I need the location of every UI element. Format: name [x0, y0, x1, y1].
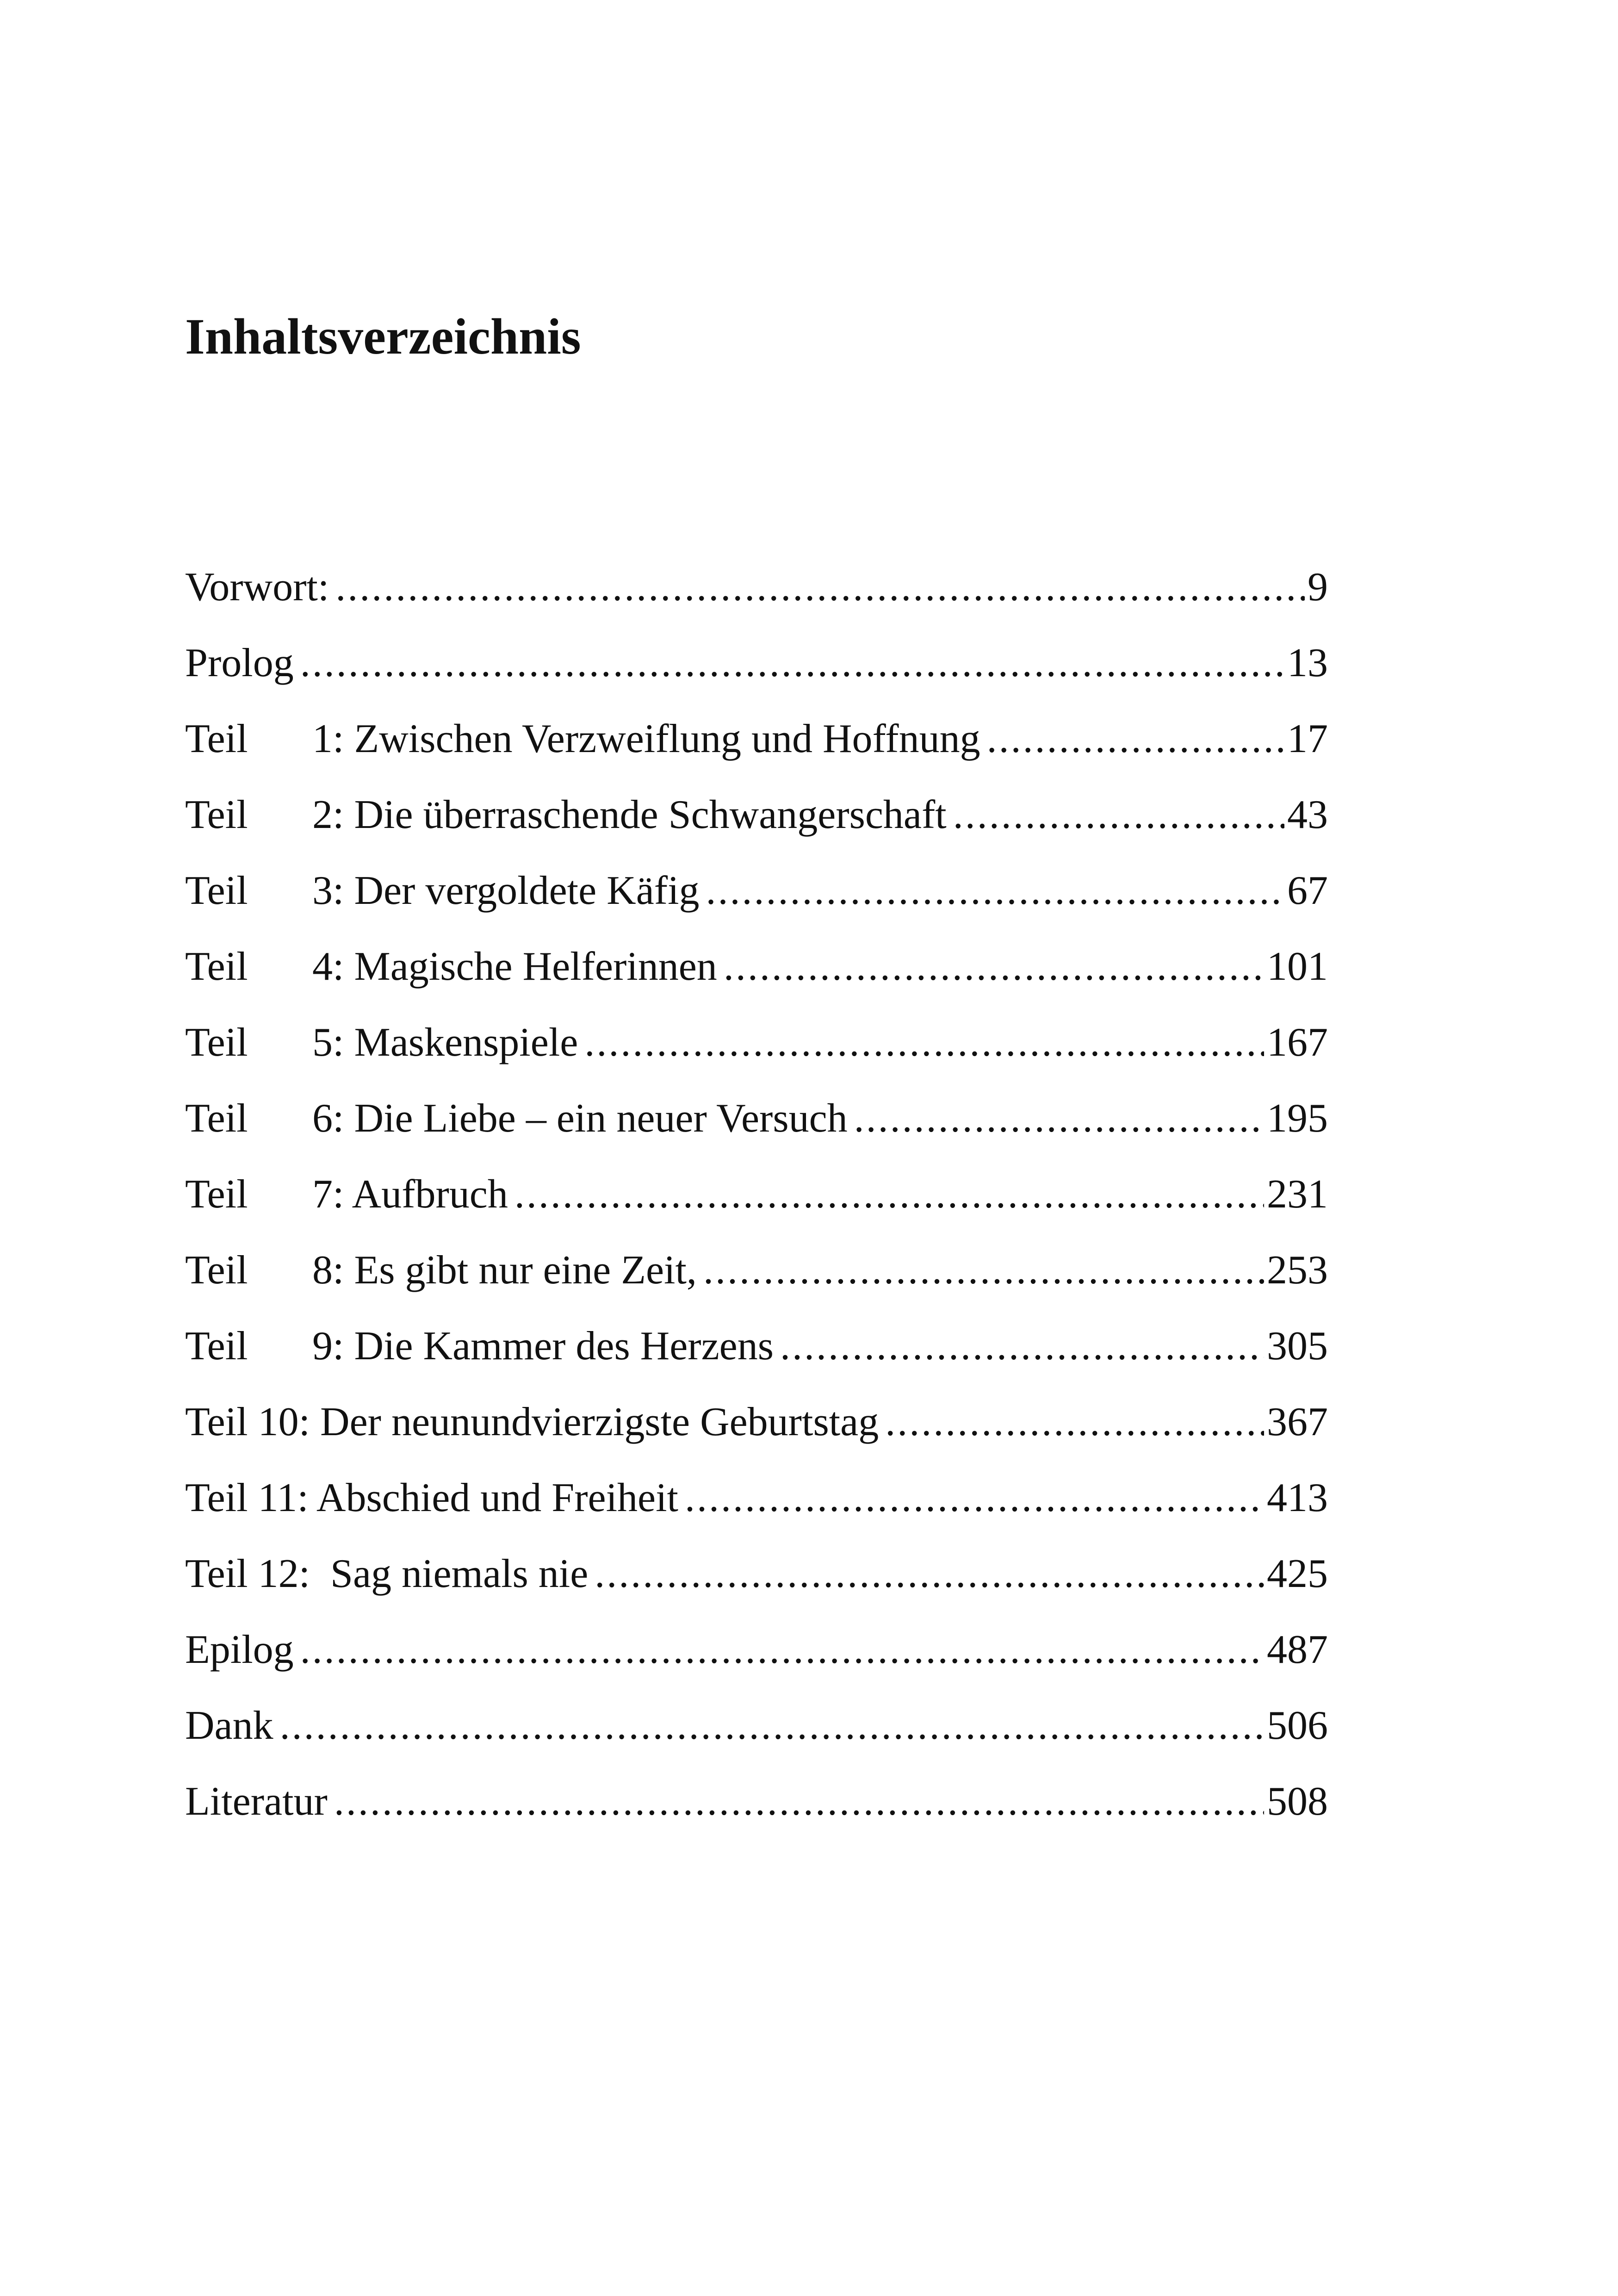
toc-dot-leader [584, 1022, 1264, 1063]
toc-entry-label: 12: Sag niemals nie [258, 1551, 589, 1596]
toc-entry-label: 10: Der neunundvierzigste Geburtstag [258, 1400, 879, 1444]
toc-entry-teil-6 [185, 1098, 1328, 1174]
toc-entry-label: Literatur [185, 1779, 328, 1824]
toc-entry-page: 231 [1267, 1172, 1328, 1217]
toc-entry-page: 195 [1267, 1096, 1328, 1141]
toc-entry-label: 5: Maskenspiele [312, 1020, 578, 1065]
toc-entry-label: 6: Die Liebe – ein neuer Versuch [312, 1096, 848, 1141]
toc-entry-page: 67 [1287, 868, 1328, 913]
toc-entry-page: 167 [1267, 1020, 1328, 1065]
toc-entry-literatur [185, 1781, 1328, 1857]
toc-entry-teil-10 [185, 1402, 1328, 1478]
toc-entry-label: 3: Der vergoldete Käfig [312, 868, 700, 913]
toc-dot-leader [885, 1402, 1264, 1443]
toc-entry-label: 7: Aufbruch [312, 1172, 508, 1217]
toc-entry-teil-4 [185, 946, 1328, 1022]
toc-dot-leader [724, 946, 1264, 987]
toc-entry-dank [185, 1705, 1328, 1781]
toc-entry-page: 43 [1287, 792, 1328, 837]
toc-entry-teil-12 [185, 1551, 1328, 1630]
toc-entry-label: 2: Die überraschende Schwangerschaft [312, 792, 947, 837]
toc-entry-teil-9 [185, 1326, 1328, 1402]
toc-entry-teil-2 [185, 792, 1328, 871]
toc-entry-page: 367 [1267, 1400, 1328, 1444]
toc-entry-page: 101 [1267, 944, 1328, 989]
toc-entry-prefix: Teil [185, 1020, 248, 1065]
toc-entry-teil-3 [185, 868, 1328, 946]
toc-entry-page: 508 [1267, 1779, 1328, 1824]
toc-entry-prefix: Teil [185, 1475, 248, 1520]
toc-entry-label: Vorwort: [185, 565, 329, 610]
toc-dot-leader [335, 567, 1305, 608]
toc-entry-prefix: Teil [185, 1172, 248, 1217]
toc-dot-leader [595, 1554, 1264, 1594]
toc-entry-page: 425 [1267, 1551, 1328, 1596]
toc-entry-prefix: Teil [185, 716, 248, 761]
toc-dot-leader [854, 1098, 1264, 1139]
toc-dot-leader [515, 1174, 1264, 1215]
page-title: Inhaltsverzeichnis [185, 308, 581, 365]
toc-dot-leader [703, 1250, 1264, 1291]
toc-entry-prolog [185, 643, 1328, 719]
toc-entry-page: 413 [1267, 1475, 1328, 1520]
toc-entry-prefix: Teil [185, 1551, 248, 1596]
toc-entry-page: 487 [1267, 1627, 1328, 1672]
toc-entry-page: 17 [1287, 716, 1328, 761]
table-of-contents [185, 567, 1328, 1857]
toc-entry-prefix: Teil [185, 792, 248, 837]
toc-entry-teil-8 [185, 1250, 1328, 1326]
toc-dot-leader [953, 795, 1284, 835]
toc-dot-leader [300, 643, 1284, 684]
toc-entry-prefix: Teil [185, 944, 248, 989]
toc-dot-leader [334, 1781, 1264, 1822]
toc-entry-prefix: Teil [185, 868, 248, 913]
toc-entry-label: 4: Magische Helferinnen [312, 944, 717, 989]
toc-entry-page: 253 [1267, 1248, 1328, 1293]
toc-entry-epilog [185, 1627, 1328, 1705]
toc-dot-leader [685, 1478, 1264, 1518]
toc-entry-label: 11: Abschied und Freiheit [258, 1475, 678, 1520]
toc-dot-leader [300, 1630, 1264, 1670]
toc-entry-prefix: Teil [185, 1324, 248, 1369]
toc-entry-teil-11 [185, 1475, 1328, 1554]
toc-entry-teil-5 [185, 1022, 1328, 1098]
toc-entry-label: 9: Die Kammer des Herzens [312, 1324, 774, 1369]
toc-entry-page: 506 [1267, 1703, 1328, 1748]
toc-entry-label: Epilog [185, 1627, 294, 1672]
toc-entry-label: 1: Zwischen Verzweiflung und Hoffnung [312, 716, 980, 761]
toc-entry-vorwort [185, 567, 1328, 643]
toc-entry-teil-7 [185, 1174, 1328, 1250]
toc-entry-teil-1 [185, 716, 1328, 795]
toc-entry-label: Prolog [185, 641, 294, 685]
toc-entry-prefix: Teil [185, 1096, 248, 1141]
toc-dot-leader [780, 1326, 1264, 1367]
toc-dot-leader [706, 871, 1284, 911]
toc-entry-page: 9 [1308, 565, 1328, 610]
toc-dot-leader [280, 1705, 1264, 1746]
toc-entry-page: 305 [1267, 1324, 1328, 1369]
toc-entry-label: Dank [185, 1703, 273, 1748]
toc-entry-page: 13 [1287, 641, 1328, 685]
toc-entry-label: 8: Es gibt nur eine Zeit, [312, 1248, 697, 1293]
toc-dot-leader [987, 719, 1284, 759]
toc-entry-prefix: Teil [185, 1400, 248, 1444]
toc-entry-prefix: Teil [185, 1248, 248, 1293]
